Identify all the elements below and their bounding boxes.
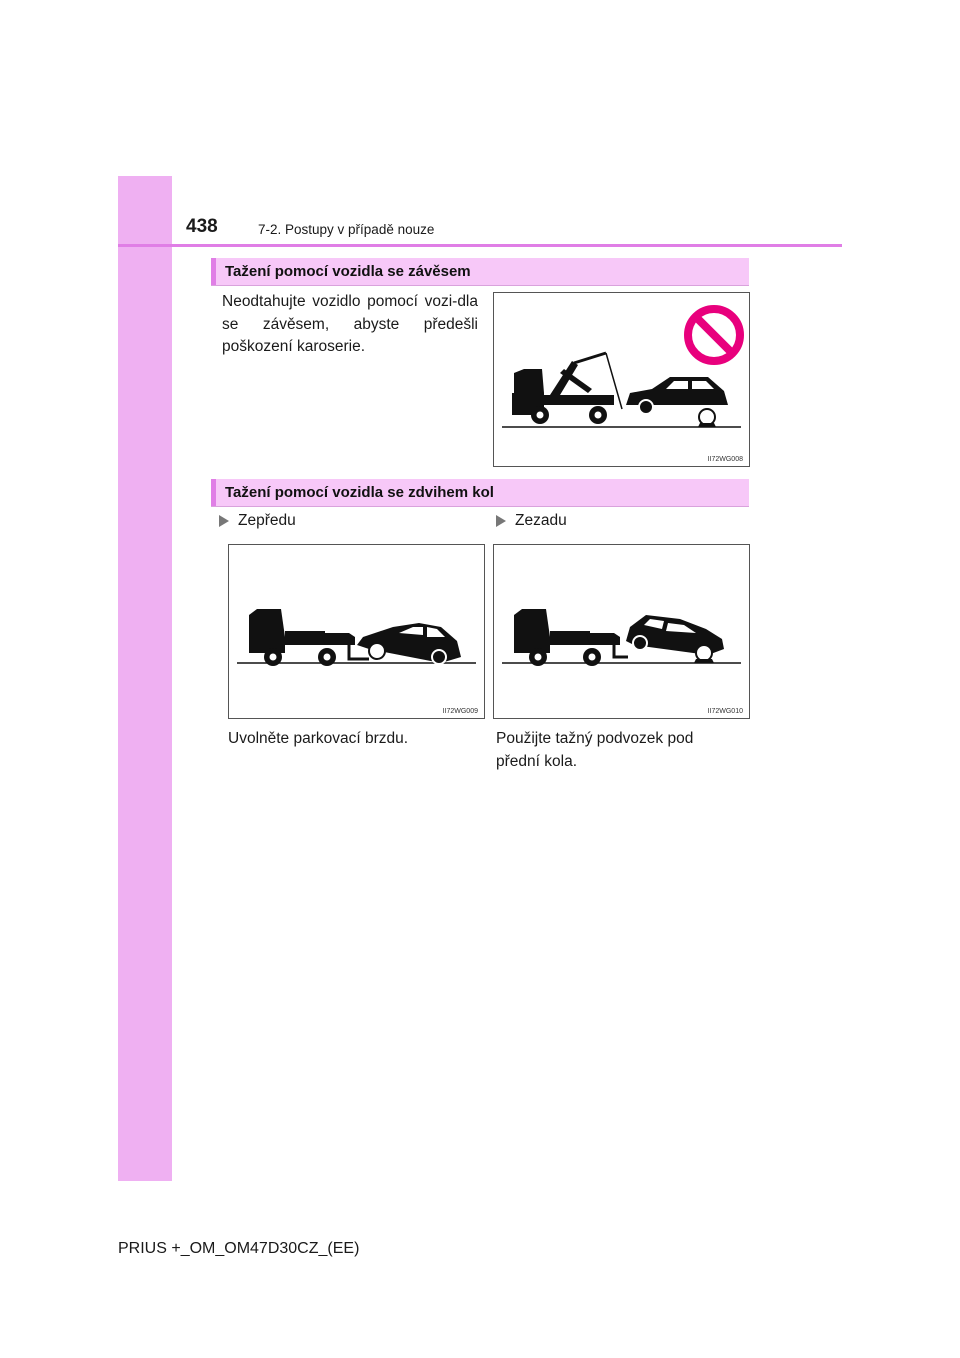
towed-car-icon	[357, 623, 461, 664]
figure-front-tow	[228, 544, 485, 719]
wheel-lift-truck-icon	[249, 609, 369, 666]
chapter-side-band	[118, 176, 172, 1181]
figure-code: II72WG008	[707, 456, 743, 463]
subhead-front-label: Zepředu	[238, 512, 296, 529]
heading-sling-tow: Tažení pomocí vozidla se závěsem	[211, 258, 749, 285]
figure-code: II72WG010	[707, 708, 743, 715]
figure-rear-tow	[493, 544, 750, 719]
subhead-rear	[496, 512, 567, 530]
sling-tow-warning-text: Neodtahujte vozidlo pomocí vozi-dla se závěsem, abyste předešli poškození karoserie.	[222, 293, 478, 355]
caption-front: Uvolněte parkovací brzdu.	[228, 730, 409, 747]
section-title: 7-2. Postupy v případě nouze	[258, 222, 435, 237]
towed-car-icon	[626, 377, 728, 427]
heading-rule	[211, 285, 749, 286]
heading-wheel-lift-tow: Tažení pomocí vozidla se zdvihem kol	[211, 479, 749, 506]
wheel-lift-truck-icon	[514, 609, 628, 666]
subhead-front	[219, 512, 296, 530]
rear-tow-illustration	[494, 545, 749, 718]
towed-car-icon	[626, 615, 724, 663]
header-rule	[118, 244, 842, 247]
sling-tow-illustration	[494, 293, 749, 466]
subhead-rear-label: Zezadu	[515, 512, 567, 529]
tow-truck-icon	[512, 353, 622, 424]
caption-rear: Použijte tažný podvozek pod přední kola.	[496, 730, 694, 770]
heading-rule	[211, 506, 749, 507]
figure-sling-tow	[493, 292, 750, 467]
prohibited-sign-icon	[688, 309, 740, 361]
front-tow-illustration	[229, 545, 484, 718]
triangle-bullet-icon	[219, 515, 229, 527]
page-number: 438	[186, 216, 218, 237]
footer-document-code: PRIUS +_OM_OM47D30CZ_(EE)	[118, 1240, 360, 1257]
figure-code: II72WG009	[442, 708, 478, 715]
triangle-bullet-icon	[496, 515, 506, 527]
